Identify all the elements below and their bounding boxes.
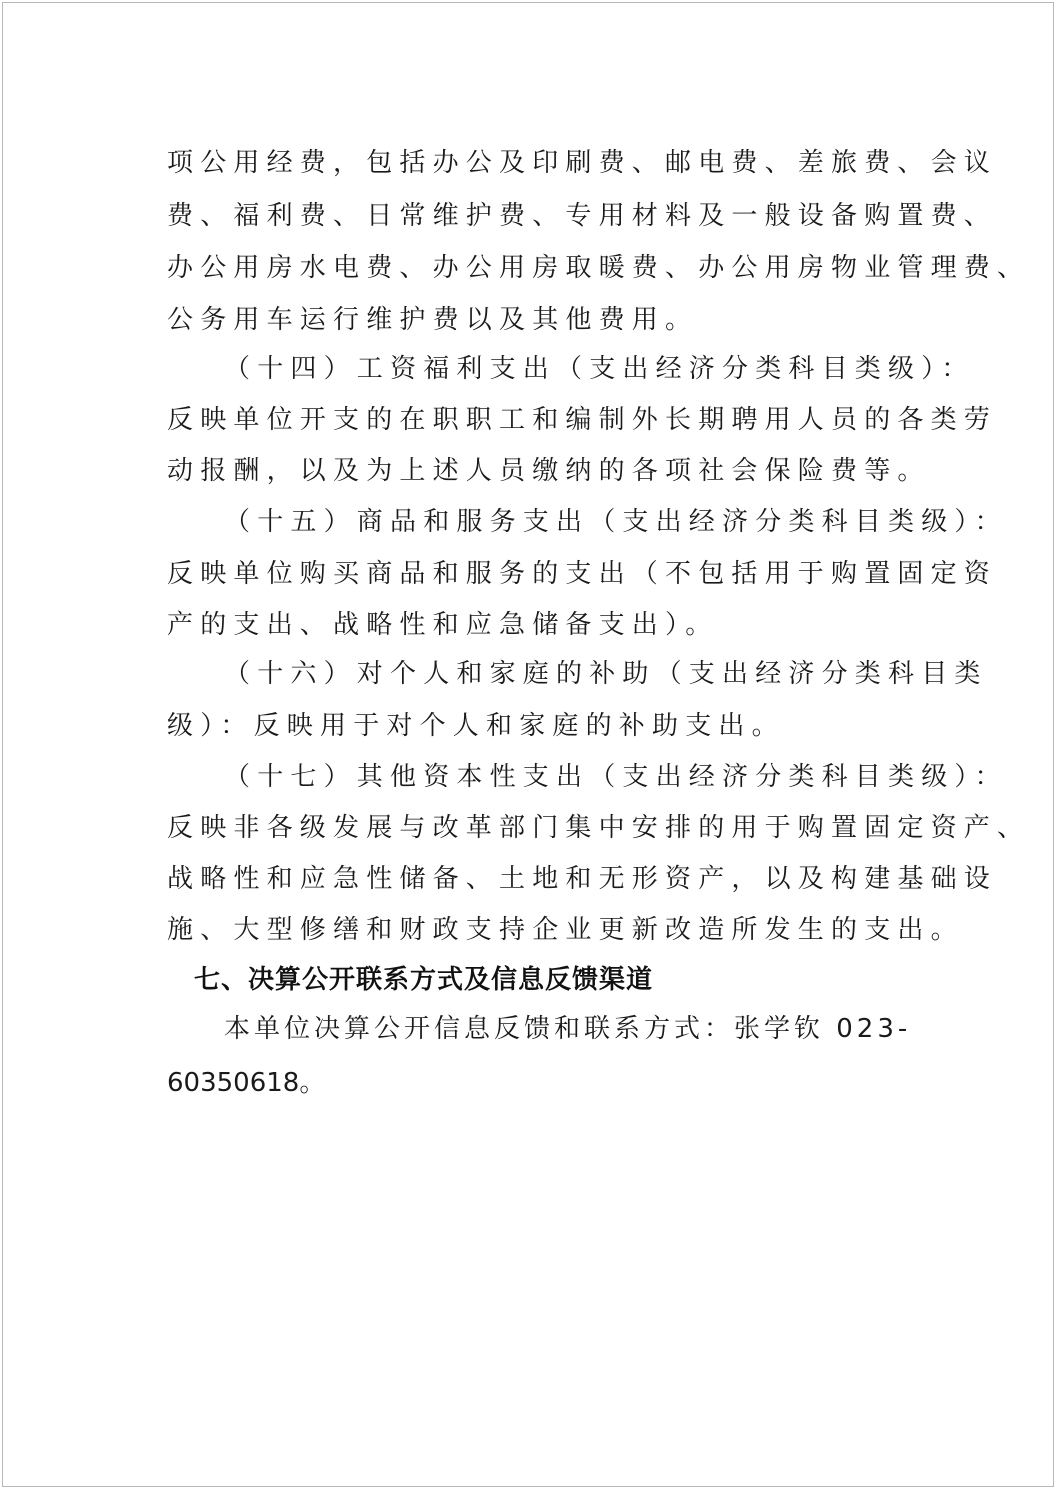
body-text-line: 项公用经费，包括办公及印刷费、邮电费、差旅费、会议	[167, 148, 998, 178]
body-text-line: 产的支出、战略性和应急储备支出）。	[167, 610, 719, 640]
body-text-line: 反映非各级发展与改革部门集中安排的用于购置固定资产、	[167, 813, 1031, 843]
contact-phone-line: 60350618。	[167, 1068, 326, 1098]
body-text-line: 施、大型修缮和财政支持企业更新改造所发生的支出。	[167, 915, 964, 945]
body-text-line: 级）：反映用于对个人和家庭的补助支出。	[167, 711, 785, 741]
body-text-line: 动报酬，以及为上述人员缴纳的各项社会保险费等。	[167, 456, 931, 486]
body-text-line: 战略性和应急性储备、土地和无形资产，以及构建基础设	[167, 864, 998, 894]
body-text-line: 反映单位购买商品和服务的支出（不包括用于购置固定资	[167, 559, 998, 589]
contact-line: 本单位决算公开信息反馈和联系方式：张学钦 023-	[224, 1014, 912, 1044]
body-text-line: 办公用房水电费、办公用房取暖费、办公用房物业管理费、	[167, 253, 1031, 283]
body-text-line: 公务用车运行维护费以及其他费用。	[167, 305, 699, 335]
item-14-title: （十四）工资福利支出（支出经济分类科目类级）：	[224, 354, 975, 384]
item-16-title: （十六）对个人和家庭的补助（支出经济分类科目类	[224, 659, 988, 689]
section-heading: 七、决算公开联系方式及信息反馈渠道	[194, 965, 654, 995]
body-text-line: 反映单位开支的在职职工和编制外长期聘用人员的各类劳	[167, 405, 998, 435]
body-text-line: 费、福利费、日常维护费、专用材料及一般设备购置费、	[167, 201, 998, 231]
item-17-title: （十七）其他资本性支出（支出经济分类科目类级）：	[224, 762, 1008, 792]
item-15-title: （十五）商品和服务支出（支出经济分类科目类级）：	[224, 507, 1008, 537]
